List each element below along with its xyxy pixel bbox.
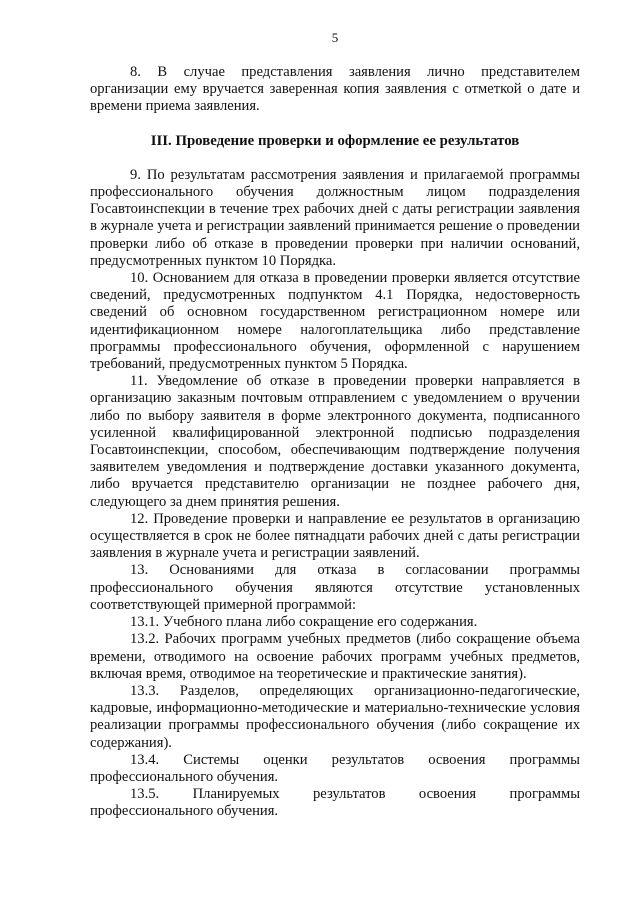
paragraph-13-5: 13.5. Планируемых результатов освоения программы профессионального обучения. [90, 786, 580, 820]
paragraph-12: 12. Проведение проверки и направление ее результатов в организацию осуществляется в срок не более пятнадцати рабочих дней с даты регистрации заявления в журнале учета и регистрации заявлений. [90, 510, 580, 562]
paragraph-13-2: 13.2. Рабочих программ учебных предметов (либо сокращение объема времени, отводимого на освоение рабочих программ учебных предметов, включая время, отводимое на теоретические и практические занятия). [90, 631, 580, 682]
paragraph-13-3: 13.3. Разделов, определяющих организационно-педагогические, кадровые, информационно-методические и материально-технические условия реализации программы профессионального обучения (либо сокращение их содержания). [90, 682, 580, 751]
paragraph-10: 10. Основанием для отказа в проведении проверки является отсутствие сведений, предусмотренных подпунктом 4.1 Порядка, недостоверность сведений об основном государственном регистрационном номере или идентификационном номере налогоплательщика либо представление программы профессионального обучения, оформленной с нарушением требований, предусмотренных пунктом 5 Порядка. [90, 270, 580, 373]
paragraph-13-4: 13.4. Системы оценки результатов освоения программы профессионального обучения. [90, 751, 580, 785]
paragraph-11: 11. Уведомление об отказе в проведении проверки направляется в организацию заказным почтовым отправлением с уведомлением о вручении либо по выбору заявителя в форме электронного документа, подписанного усиленной квалифицированной электронной подписью подразделения Госавтоинспекции, способом, обеспечивающим подтверждение получения заявителем уведомления и подтверждение доставки указанного документа, либо вручается представителю организации не позднее рабочего дня, следующего за днем принятия решения. [90, 373, 580, 510]
page-number: 5 [331, 30, 339, 45]
paragraph-8: 8. В случае представления заявления лично представителем организации ему вручается заверенная копия заявления с отметкой о дате и времени приема заявления. [90, 64, 580, 115]
document-body [90, 64, 580, 821]
paragraph-13-1: 13.1. Учебного плана либо сокращение его содержания. [130, 614, 478, 631]
section-heading: III. Проведение проверки и оформление ее результатов [150, 132, 520, 149]
paragraph-13: 13. Основаниями для отказа в согласовании программы профессионального обучения являются отсутствие установленных соответствующей примерной программой: [90, 562, 580, 613]
paragraph-9: 9. По результатам рассмотрения заявления и прилагаемой программы профессионального обучения должностным лицом подразделения Госавтоинспекции в течение трех рабочих дней с даты регистрации заявления в журнале учета и регистрации заявлений принимается решение о проведении проверки либо об отказе в проведении проверки при наличии оснований, предусмотренных пунктом 10 Порядка. [90, 166, 580, 269]
